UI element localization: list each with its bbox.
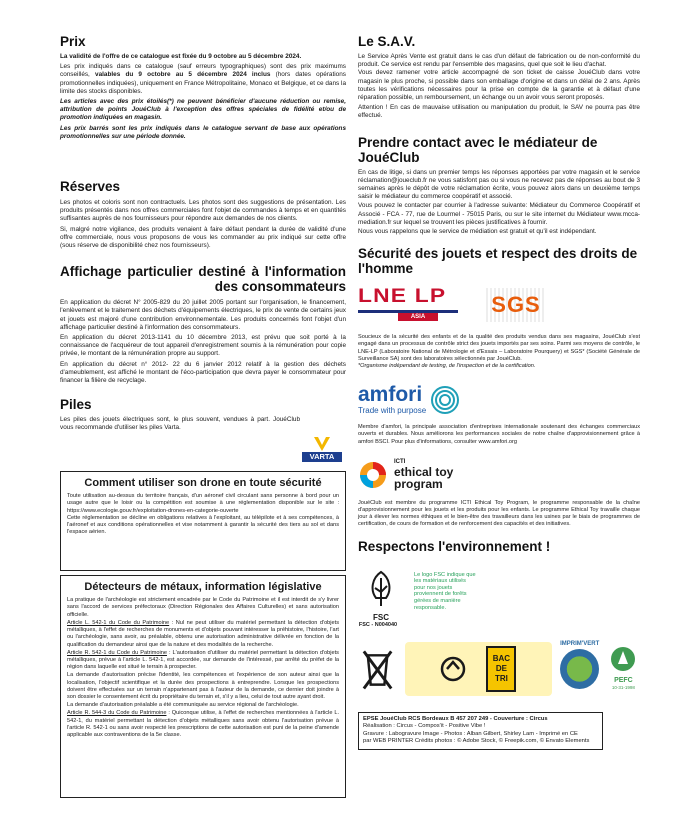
metaux-article-3: Article R. 544-3 du Code du Patrimoine : Quiconque utilise, à l'effet de recherches mentionnées à l'article L. 542-1, du matériel permettant la détection d'objets métalliques sans avoir obtenu l'autorisation prévue à l'article R. 542-1 ou sans avoir respecté les prescriptions de cette autorisation est puni de la peine d'amende applicable aux contraventions de la 5e classe. xyxy=(67,710,339,738)
metaux-article-1: Article L. 542-1 du Code du Patrimoine : Nul ne peut utiliser du matériel permettant la détection d'objets métalliques, à l'effet de recherches de monuments et d'objets pouvant intéresser la préhistoire, l'histoire, l'art ou l'archéologie, sans avoir, au préalable, obtenu une autorisation administrative délivrée en fonction de la qualification du demandeur ainsi que de la nature et des modalités de la recherche. xyxy=(67,619,339,648)
piles-section xyxy=(60,397,346,467)
affichage-p1: En application du décret N° 2005-829 du 20 juillet 2005 portant sur l'organisation, le financement, l'enlèvement et le traitement des déchets d'équipements électriques, le prix de vente de certains jeux et jouets est majoré d'une contribution environnementale. Les produits concernés font l'objet d'un affichage particulier destiné à l'information des consommateurs. xyxy=(60,299,346,331)
lne-logo xyxy=(358,286,458,324)
sav-p2: Vous devez ramener votre article accompagné de son ticket de caisse JouéClub dans votre magasin le plus proche, si possible dans son emballage d'origine et dans un délai de 2 ans. Après toutes les vérifications nécessaires pour la prise en compte de la garantie et à défaut d'une réparation possible, un remboursement, un échange ou un avoir vous seront proposés. xyxy=(358,69,640,102)
varta-logo xyxy=(300,437,344,463)
amfori-logo xyxy=(358,384,640,416)
amfori-text: amfori xyxy=(358,383,423,407)
mediateur-p2: Vous pouvez le contacter par courrier à l'adresse suivante: Médiateur du Commerce Coopératif et Associé - FCA - 77, rue de Lourmel - 75015 Paris, ou sur le site internet du Médiateur www.mcca-mediation.fr sur lequel se trouvent les pièces justificatives à fournir. xyxy=(358,202,640,226)
recycle-icon xyxy=(440,656,466,682)
icti-line2: program xyxy=(394,477,443,492)
icti-line1: ethical toy xyxy=(394,465,454,480)
imprim-vert-logo xyxy=(560,640,600,689)
drone-title: Comment utiliser son drone en toute sécurité xyxy=(84,477,322,490)
icti-logo xyxy=(358,458,640,492)
bac-de-tri-icon: BAC DE TRI xyxy=(486,646,516,692)
credits-box xyxy=(358,712,603,750)
icti-text-block xyxy=(358,500,640,529)
crossed-bin-icon xyxy=(358,647,397,691)
lab-logos xyxy=(358,286,640,324)
amfori-text-block xyxy=(358,424,640,446)
piles-title: Piles xyxy=(60,397,92,413)
sgs-logo xyxy=(486,288,546,322)
mediateur-title: Prendre contact avec le médiateur de JouéClub xyxy=(358,134,598,165)
reserves-p1: Les photos et coloris sont non contractuels. Les photos sont des suggestions de présentation. Les produits présentés dans nos offres commerciales font l'objet de commandes à temps et en quantités suffisantes auprès de nos fournisseurs pour répondre aux demandes de nos clients. xyxy=(60,199,346,223)
sav-p3: Attention ! En cas de mauvaise utilisation ou manipulation du produit, le SAV ne pourra pas être effectué. xyxy=(358,104,640,120)
prix-starred-note: Les articles avec des prix étoilés(*) ne peuvent bénéficier d'aucune réduction ou remise, attribution de points JouéClub à l'exception des offres spéciales de fidélité et/ou de promotion indiquées en magasin. xyxy=(60,98,346,122)
environnement-section xyxy=(358,539,640,698)
prix-section xyxy=(60,34,346,141)
varta-text: VARTA xyxy=(309,452,335,462)
drone-p1: Toute utilisation au-dessus du territoire français, d'un aéronef civil circulant sans personne à bord pour un usage autre que le loisir ou la compétition est soumise à une réglementation disponible sur le site : https://www.ecologie.gouv.fr/exploitation-drones-en-categorie-ouverte xyxy=(67,493,339,514)
lne-sub: ASIA xyxy=(398,313,438,321)
left-column xyxy=(60,34,346,798)
prix-validity: La validité de l'offre de ce catalogue est fixée du 9 octobre au 5 décembre 2024. xyxy=(60,53,302,60)
metaux-box xyxy=(60,575,346,798)
metaux-article-2: Article R. 542-1 du Code du Patrimoine : L'autorisation d'utiliser du matériel permettant la détection d'objets métalliques, prévue à l'article L. 542-1, est accordée, sur demande de l'intéressé, par arrêté du préfet de la région dans laquelle est situé le terrain à prospecter. xyxy=(67,649,339,671)
metaux-p5: La demande d'autorisation préalable a été communiquée au service régional de l'archéologie. xyxy=(67,702,299,709)
affichage-p3: En application du décret n° 2012- 22 du 6 janvier 2012 relatif à la gestion des déchets d'ameublement, est affiché le montant de l'éco-participation que devra payer le consommateur pour financer la filière de recyclage. xyxy=(60,360,346,385)
mediateur-section xyxy=(358,135,640,237)
fsc-text: Le logo FSC indique que les matériaux utilisés pour nos jouets proviennent de forêts gérées de manière responsable. xyxy=(414,571,476,611)
reserves-p2: Si, malgré notre vigilance, des produits venaient à faire défaut pendant la durée de validité d'une offre commerciale, nous vous proposons de vous les commander au prix indiqué sur cette offre (sous réserve de disponibilité chez nos fournisseurs). xyxy=(60,225,346,250)
sgs-text: SGS xyxy=(491,292,541,318)
eco-logos xyxy=(358,640,640,698)
drone-p2: Cette réglementation se décline en obligations relatives à l'exploitant, au télépilote et à ses compétences, à l'aéronef et aux conditions opérationnelles et vise notamment à garantir la sécurité des tiers au sol et dans l'espace aérien. xyxy=(67,514,339,536)
metaux-title: Détecteurs de métaux, information législative xyxy=(84,581,322,594)
metaux-p4: La demande d'autorisation précise l'identité, les compétences et l'expérience de son auteur ainsi que la localisation, l'objectif scientifique et la durée des prospections à entreprendre. Lorsque les prospections doivent être effectuées sur un terrain n'appartenant pas à l'auteur de la demande, ce dernier doit joindre à son dossier le consentement écrit du propriétaire du terrain et, s'il y a lieu, celui de tout autre ayant droit. xyxy=(67,672,339,700)
prix-crossed-note: Les prix barrés sont les prix indiqués dans le catalogue servant de base aux opérations promotionnelles sur une période donnée. xyxy=(60,124,346,140)
reserves-section xyxy=(60,179,346,250)
pefc-code: 10-31-1998 xyxy=(611,685,635,691)
mediateur-p1: En cas de litige, si dans un premier temps les réponses apportées par votre magasin et le service réclamation@joueclub.fr ne vous satisfont pas ou si vous ne recevez pas de réponses au bout de 3 semaines après le dépôt de votre réclamation écrite, vous pouvez alors dans un deuxième temps saisir le médiateur du commerce coopératif et associé. xyxy=(358,168,640,201)
fsc-block xyxy=(358,570,640,630)
amfori-fingerprint-icon xyxy=(430,385,460,415)
prix-title: Prix xyxy=(60,34,86,49)
fsc-code: FSC - N004040 xyxy=(358,621,398,628)
sav-p1: Le Service Après Vente est gratuit dans le cas d'un défaut de fabrication ou de non-conformité du produit. Ce service est rendu par l'ensemble des magasins, quel que soit le lieu d'achat. xyxy=(358,53,640,69)
securite-note: *Organisme indépendant de testing, de l'inspection et de la certification. xyxy=(358,363,536,370)
icti-small: ICTI xyxy=(394,459,406,466)
securite-text xyxy=(358,334,640,370)
prix-paragraph: Les prix indiqués dans ce catalogue (sauf erreurs typographiques) sont des prix maximums conseillés, valables du 9 octobre au 5 décembre 2024 inclus (hors dates opérations promotionnelles indiquées), uniquement en France Métropolitaine, Monaco et Belgique, et ce dans la limite des stocks disponibles. xyxy=(60,63,346,95)
icti-p: JouéClub est membre du programme ICTI Ethical Toy Program, le programme responsable de la chaîne d'approvisionnement pour les jouets et les produits pour les enfants. Le programme Ethical Toy travaille chaque jour à élever les normes éthiques et le bien-être des travailleurs dans les usines par le biais de programmes de certification, de cours de formation et de renforcement des capacités et des initiatives. xyxy=(358,499,640,528)
securite-title: Sécurité des jouets et respect des droits de l'homme xyxy=(358,246,638,277)
icti-circle-icon xyxy=(358,460,388,490)
credits-line4: par WEB PRINTER Crédits photos : © Adobe Stock, © Freepik.com, © Envato Elements xyxy=(363,738,590,745)
pefc-label: PEFC xyxy=(614,677,633,685)
imprim-vert-text: IMPRIM'VERT xyxy=(560,640,600,647)
fsc-logo xyxy=(358,570,404,629)
pefc-logo xyxy=(607,646,640,691)
triman-panel xyxy=(405,642,552,696)
credits-line2: Réalisation : Circus - Compos'it - Positive Vibe ! xyxy=(363,723,486,730)
securite-p1: Soucieux de la sécurité des enfants et de la qualité des produits vendus dans ses magasins, JouéClub s'est engagé dans un processus de contrôle strict des jouets importés par ses soins. Parmi ses moyens de contrôle, le LNE-LP (Laboratoire National de Métrologie et d'Essais – Laboratoire Pourquery) et SGS* (Société Générale de Surveillance SA) sont des laboratoires sélectionnés par JouéClub. xyxy=(358,334,640,362)
mediateur-p3: Nous vous rappelons que le service de médiation est gratuit et qu'il est indépendant. xyxy=(358,228,597,236)
metaux-p1: La pratique de l'archéologie est strictement encadrée par le Code du Patrimoine et il est interdit de s'y livrer sans l'accord de services préfectoraux (Direction Régionales des Affaires Culturelles) et sans autorisation officielle. xyxy=(67,597,339,618)
piles-text: Les piles des jouets électriques sont, le plus souvent, vendues à part. JouéClub vous recommande d'utiliser les piles Varta. xyxy=(60,416,300,432)
fsc-tree-icon xyxy=(364,570,398,608)
right-column xyxy=(358,34,640,750)
environnement-title: Respectons l'environnement ! xyxy=(358,538,551,554)
reserves-title: Réserves xyxy=(60,179,121,195)
credits-line1: EPSE JouéClub RCS Bordeaux B 457 207 249 - Couverture : Circus xyxy=(363,715,548,722)
amfori-tag: Trade with purpose xyxy=(358,406,427,416)
affichage-p2: En application du décret 2013-1141 du 10 décembre 2013, est prévu que soit porté à la connaissance de l'acquéreur de tout appareil d'enregistrement soumis à la rémunération pour copie privée, le montant de la rémunération propre au support. xyxy=(60,334,346,358)
sav-section xyxy=(358,34,640,121)
credits-line3: Gravure : Labogravure Image - Photos : Alban Gilbert, Shirley Lam - Imprimé en CE xyxy=(363,730,578,737)
drone-box xyxy=(60,471,346,571)
sav-title: Le S.A.V. xyxy=(358,34,416,49)
affichage-title: Affichage particulier destiné à l'information des consommateurs xyxy=(60,264,346,295)
securite-section xyxy=(358,246,640,528)
fsc-label: FSC xyxy=(373,612,389,622)
pefc-tree-icon xyxy=(610,646,636,672)
lne-text: LNE LP xyxy=(358,286,447,308)
affichage-section xyxy=(60,264,346,385)
amfori-p: Membre d'amfori, la principale association d'entreprises internationale soutenant des échanges commerciaux ouverts et durables. Nous améliorons les performances sociales de notre chaîne d'approvisionnement grâce à amfori BSCI. Pour plus d'informations, consulter www.amfori.org xyxy=(358,424,640,445)
